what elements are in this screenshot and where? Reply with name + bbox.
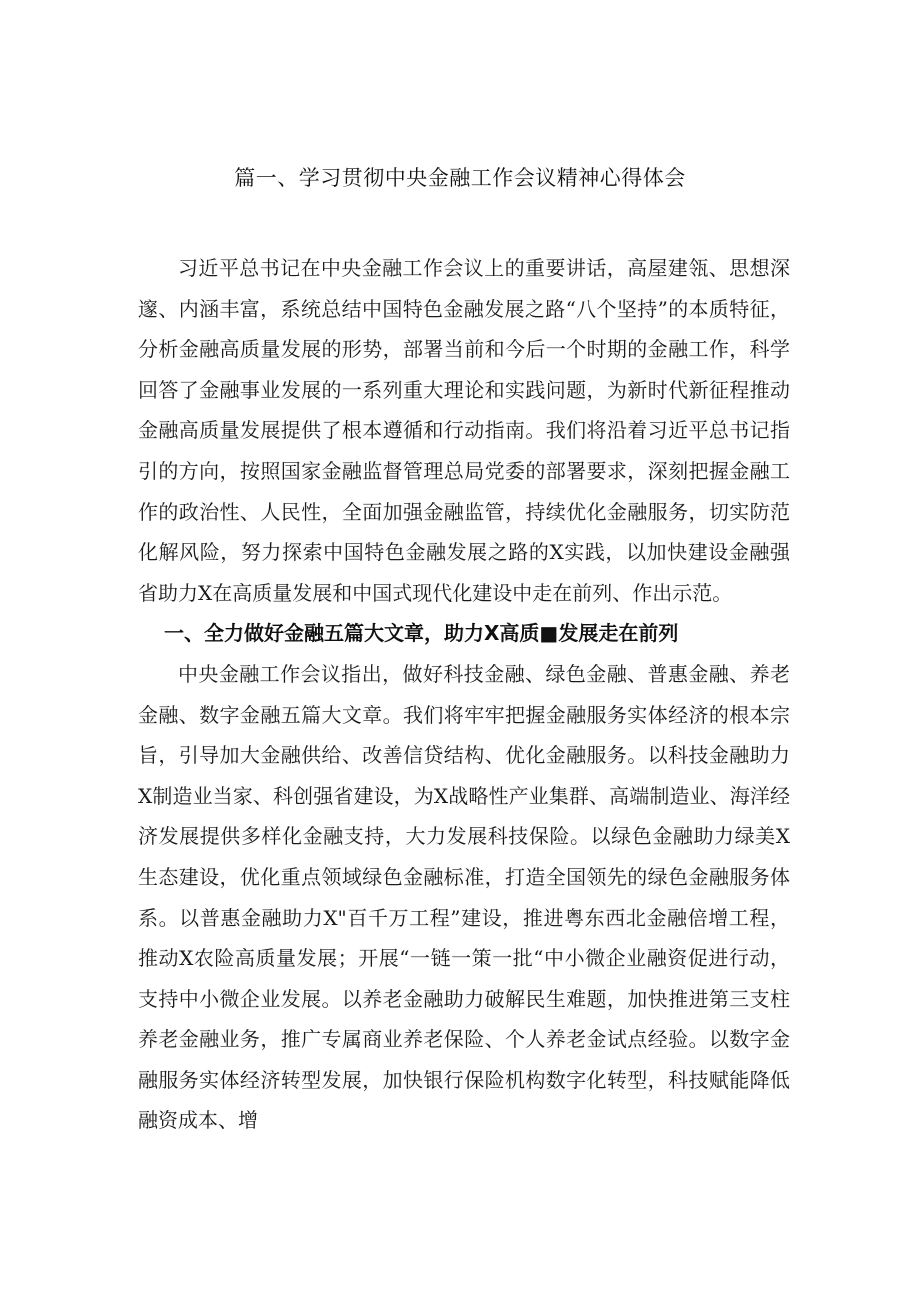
document-title: 篇一、学习贯彻中央金融工作会议精神心得体会 bbox=[234, 166, 686, 190]
section-heading-1: 一、全力做好金融五篇大文章，助力X高质■发展走在前列 bbox=[164, 621, 679, 646]
document-body bbox=[138, 248, 790, 1141]
intro-paragraph: 习近平总书记在中央金融工作会议上的重要讲话，高屋建瓴、思想深邃、内涵丰富，系统总结中国特色金融发展之路“八个坚持”的本质特征，分析金融高质量发展的形势，部署当前和今后一个时期的金融工作，科学回答了金融事业发展的一系列重大理论和实践问题，为新时代新征程推动金融高质量发展提供了根本遵循和行动指南。我们将沿着习近平总书记指引的方向，按照国家金融监督管理总局党委的部署要求，深刻把握金融工作的政治性、人民性，全面加强金融监管，持续优化金融服务，切实防范化解风险，努力探索中国特色金融发展之路的X实践，以加快建设金融强省助力X在高质量发展和中国式现代化建设中走在前列、作出示范。 bbox=[138, 256, 790, 605]
section-1-paragraph: 中央金融工作会议指出，做好科技金融、绿色金融、普惠金融、养老金融、数字金融五篇大文章。我们将牢牢把握金融服务实体经济的根本宗旨，引导加大金融供给、改善信贷结构、优化金融服务。以科技金融助力X制造业当家、科创强省建设，为X战略性产业集群、高端制造业、海洋经济发展提供多样化金融支持，大力发展科技保险。以绿色金融助力绿美X生态建设，优化重点领域绿色金融标准，打造全国领先的绿色金融服务体系。以普惠金融助力X"百千万工程”建设，推进粤东西北金融倍增工程，推动X农险高质量发展；开展“一链一策一批“中小微企业融资促进行动，支持中小微企业发展。以养老金融助力破解民生难题，加快推进第三支柱养老金融业务，推广专属商业养老保险、个人养老金试点经验。以数字金融服务实体经济转型发展，加快银行保险机构数字化转型，科技赋能降低融资成本、增 bbox=[138, 661, 790, 1133]
